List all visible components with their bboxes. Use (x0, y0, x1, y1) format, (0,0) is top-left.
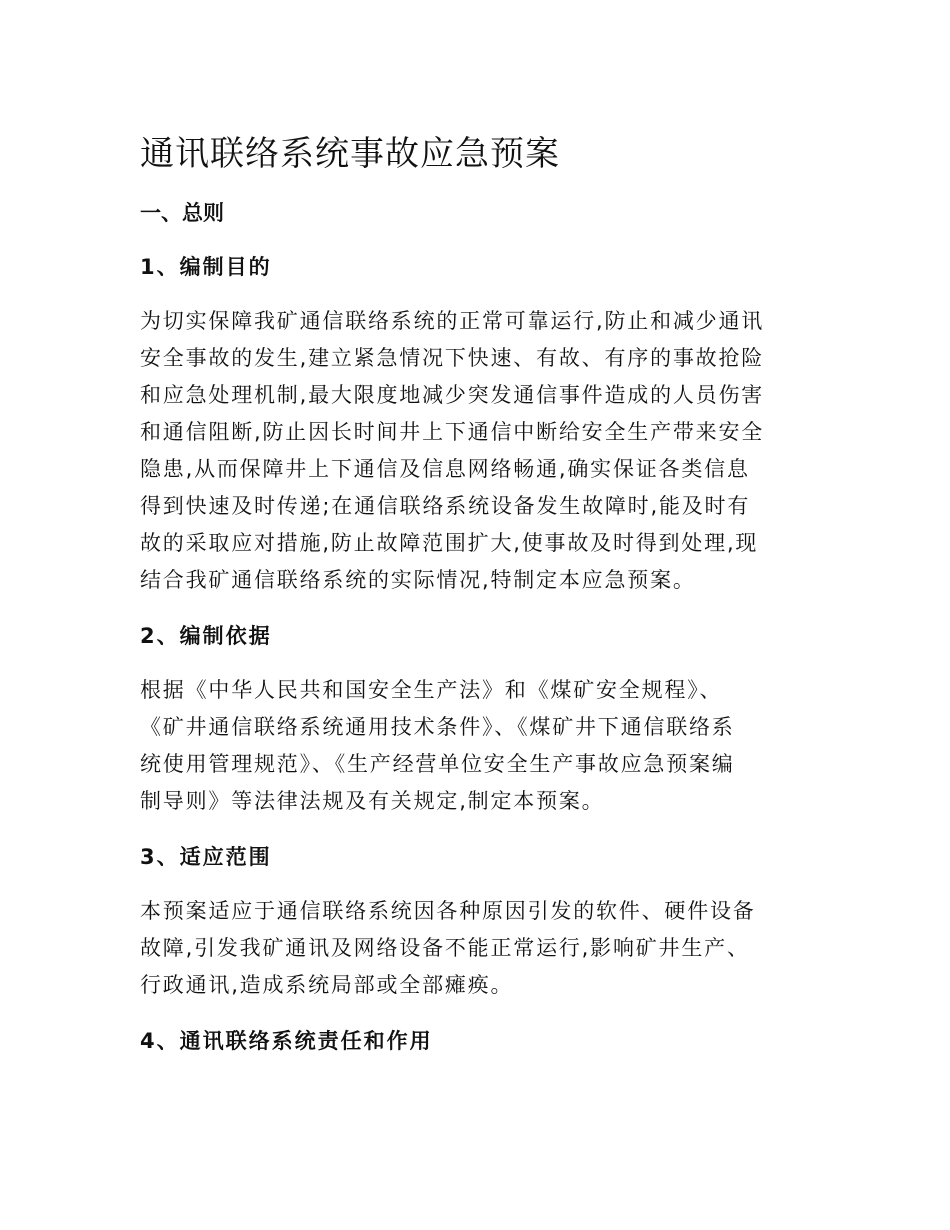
paragraph-basis (140, 672, 812, 820)
section-heading-general: 一、总则 (140, 201, 224, 225)
paragraph-line: 故的采取应对措施,防止故障范围扩大,使事故及时得到处理,现 (140, 531, 759, 555)
paragraph-line: 根据《中华人民共和国安全生产法》和《煤矿安全规程》、 (140, 678, 723, 702)
paragraph-line: 制导则》等法律法规及有关规定,制定本预案。 (140, 789, 605, 813)
paragraph-line: 得到快速及时传递;在通信联络系统设备发生故障时,能及时有 (140, 494, 751, 518)
paragraph-line: 隐患,从而保障井上下通信及信息网络畅通,确实保证各类信息 (140, 457, 750, 481)
subheading-basis: 2、编制依据 (140, 624, 272, 648)
paragraph-line: 和通信阻断,防止因长时间井上下通信中断给安全生产带来安全 (140, 420, 765, 444)
paragraph-line: 安全事故的发生,建立紧急情况下快速、有故、有序的事故抢险 (140, 346, 765, 370)
paragraph-line: 《矿井通信联络系统通用技术条件》、《煤矿井下通信联络系 (140, 715, 735, 739)
subheading-purpose: 1、编制目的 (140, 255, 272, 279)
paragraph-line: 和应急处理机制,最大限度地减少突发通信事件造成的人员伤害 (140, 383, 765, 407)
paragraph-line: 统使用管理规范》、《生产经营单位安全生产事故应急预案编 (140, 752, 735, 776)
paragraph-purpose (140, 303, 812, 599)
paragraph-line: 本预案适应于通信联络系统因各种原因引发的软件、硬件设备 (140, 899, 756, 923)
paragraph-line: 故障,引发我矿通讯及网络设备不能正常运行,影响矿井生产、 (140, 936, 750, 960)
paragraph-line: 结合我矿通信联络系统的实际情况,特制定本应急预案。 (140, 568, 696, 592)
subheading-responsibility: 4、通讯联络系统责任和作用 (140, 1029, 433, 1053)
document-title: 通讯联络系统事故应急预案 (140, 134, 560, 174)
paragraph-scope (140, 893, 812, 1004)
paragraph-line: 行政通讯,造成系统局部或全部瘫痪。 (140, 973, 514, 997)
subheading-scope: 3、适应范围 (140, 845, 272, 869)
paragraph-line: 为切实保障我矿通信联络系统的正常可靠运行,防止和减少通讯 (140, 309, 765, 333)
